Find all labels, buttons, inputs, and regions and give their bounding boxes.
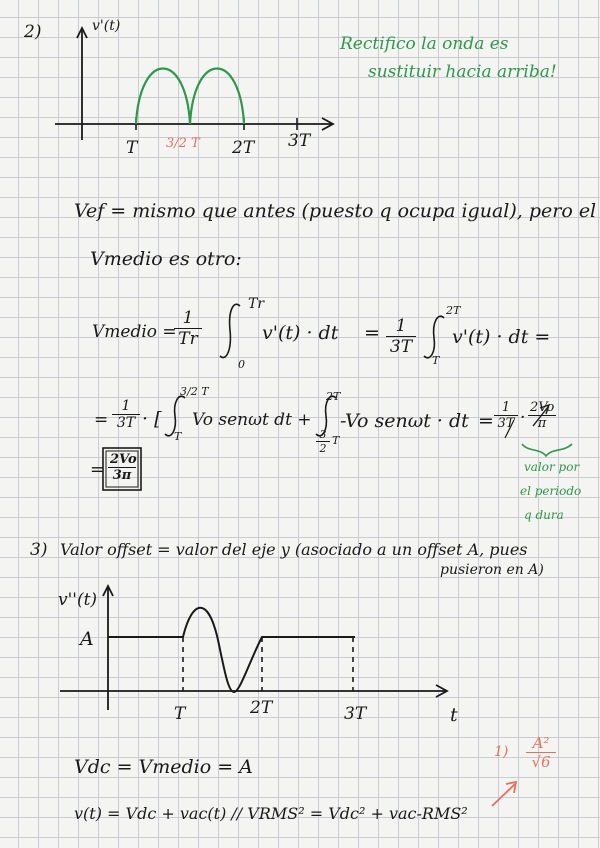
integral-2-lower: T — [432, 354, 440, 367]
tick-label-3T-2: 3T — [288, 131, 311, 151]
integral-sign-1 — [220, 304, 240, 357]
vt-rms-equation: v(t) = Vdc + vac(t) // VRMS² = Vdc² + vac-RMS² — [74, 804, 468, 823]
level-label-A: A — [80, 628, 94, 650]
red-fraction-A2-over-root6: $\frac{\text{A²}}{√6}$ — [526, 734, 556, 771]
green-note-valor: valor por — [524, 460, 580, 474]
fraction-1-over-3T-c: $\frac{1}{3T}$ — [494, 400, 518, 431]
axis-label-v-prime: v'(t) — [92, 18, 121, 34]
integrand-1: v'(t) · dt — [262, 322, 339, 344]
axis-label-v-double-prime: v''(t) — [58, 590, 98, 610]
integral-4-lower-fraction: $\frac{3}{2}$ — [316, 428, 330, 455]
rectified-hump-1 — [136, 69, 190, 125]
vmedio-lhs: Vmedio = — [92, 322, 177, 342]
integral-4-upper: 2T — [326, 390, 341, 403]
tick-label-2T-3: 2T — [250, 698, 273, 718]
tick-label-T-2: T — [126, 138, 138, 158]
integral-4-lower-T: T — [332, 434, 340, 447]
integral-sign-2 — [424, 316, 444, 358]
vdc-equation: Vdc = Vmedio = A — [74, 756, 253, 778]
fraction-2Vo-over-pi: $\frac{2Vo}{\pi}$ — [530, 400, 555, 431]
integral-1-lower: 0 — [238, 358, 245, 371]
offset-signal — [108, 608, 355, 692]
red-note-number: 1) — [494, 744, 509, 760]
vef-text-line2: Vmedio es otro: — [90, 248, 242, 270]
integrand-2: v'(t) · dt = — [452, 326, 551, 348]
offset-text-line2: pusieron en A) — [440, 562, 544, 578]
integral-3-upper: 3/2 T — [180, 385, 209, 398]
tick-label-three-halves-T: 3/2 T — [166, 136, 200, 151]
fraction-1-over-3T-b: $\frac{1}{3T}$ — [112, 398, 140, 431]
tick-label-T-3: T — [174, 704, 186, 724]
integrand-4: -Vo senωt · dt — [340, 410, 469, 432]
section-number-3: 3) — [30, 540, 48, 560]
vef-text-line1: Vef = mismo que antes (puesto q ocupa igual), pero el — [74, 200, 597, 222]
dot-multiply: · — [520, 408, 526, 428]
green-note-line2: sustituir hacia arriba! — [368, 62, 557, 82]
tick-label-2T-2: 2T — [232, 138, 255, 158]
integral-3-lower: T — [174, 430, 182, 443]
equals-1: = — [364, 322, 380, 344]
fraction-1-over-Tr: $\frac{1}{Tr}$ — [174, 308, 202, 349]
open-bracket: · [ — [142, 408, 162, 430]
rectified-hump-2 — [190, 69, 244, 125]
result-2Vo-over-3pi: $\frac{2Vo}{3\pi}$ — [110, 452, 137, 483]
tick-label-3T-3: 3T — [344, 704, 367, 724]
axis-label-t: t — [450, 704, 458, 726]
fraction-1-over-3T-a: $\frac{1}{3T}$ — [386, 316, 416, 357]
green-note-dura: q dura — [524, 508, 564, 522]
integral-1-upper: Tr — [248, 296, 265, 312]
equals-mid: = — [478, 410, 494, 432]
offset-text-line1: Valor offset = valor del eje y (asociado a un offset A, pues — [60, 540, 528, 559]
green-note-periodo: el periodo — [520, 484, 582, 498]
integral-2-upper: 2T — [446, 304, 461, 317]
green-brace — [522, 444, 572, 456]
red-arrow — [492, 784, 515, 806]
integrand-3: Vo senωt dt + — [192, 410, 312, 430]
section-number-2: 2) — [24, 22, 42, 42]
result-equals: = — [90, 460, 105, 480]
green-note-line1: Rectifico la onda es — [340, 34, 509, 54]
equals-line3: = — [94, 410, 109, 430]
